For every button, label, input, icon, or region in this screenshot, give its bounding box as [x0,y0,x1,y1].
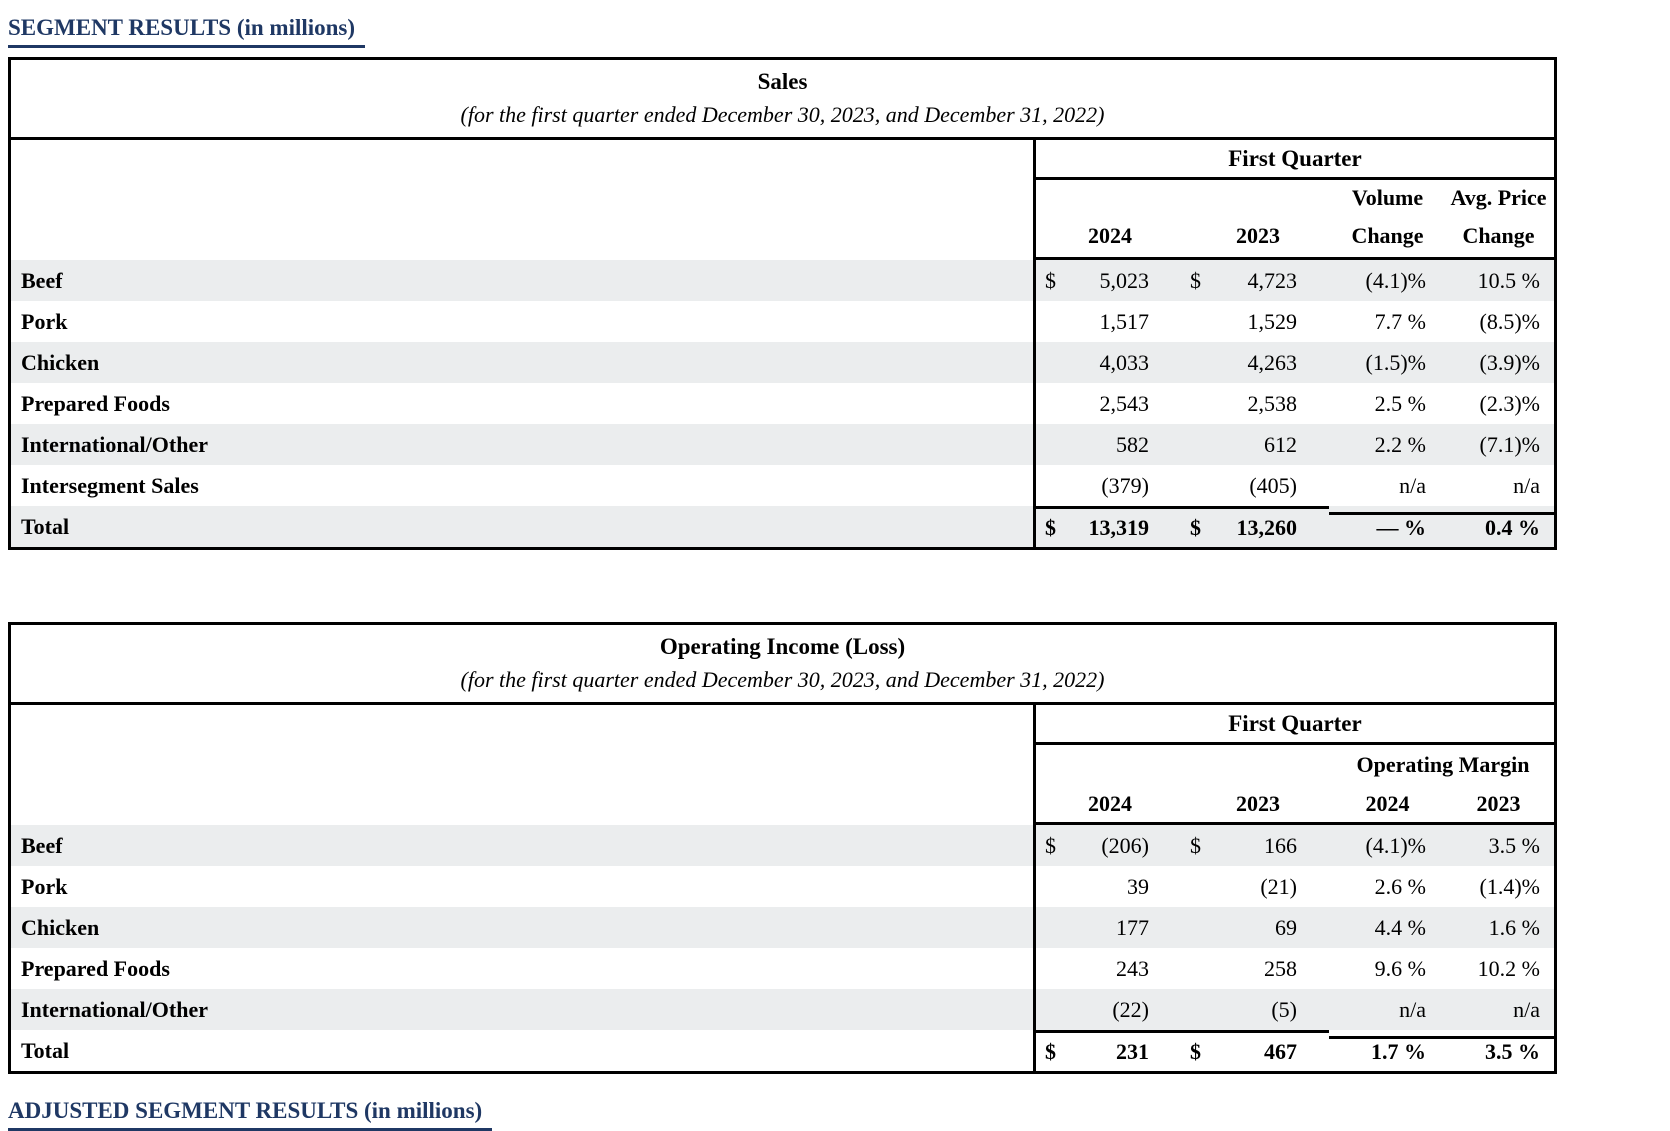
adjusted-segment-results-title: ADJUSTED SEGMENT RESULTS (in millions) [8,1096,492,1131]
dollar-sign: $ [1045,515,1056,540]
value-2024: $ (206) [1033,825,1181,866]
table-row [11,301,1554,342]
table-row [11,260,1554,301]
value-2023: $ 467 [1181,1030,1329,1071]
value-2024: 177 [1033,907,1181,948]
first-quarter-header: First Quarter [1036,705,1554,745]
first-quarter-header: First Quarter [1036,140,1554,180]
row-label: Total [21,513,70,539]
volume-change-value: — % [1329,512,1440,541]
header-data-block [1033,705,1554,825]
row-label: International/Other [21,996,208,1022]
value-2024: 1,517 [1033,301,1181,342]
dollar-sign: $ [1190,832,1201,858]
margin-2024-value: 4.4 % [1374,914,1426,940]
col-header-margin-2023: 2023 [1476,791,1521,816]
margin-2024-value: 9.6 % [1374,955,1426,981]
table-row [11,825,1554,866]
year-header-row [1036,785,1554,825]
row-label: Prepared Foods [21,955,170,981]
avg-price-change-value: (3.9)% [1479,349,1540,375]
volume-change-value: (1.5)% [1365,349,1426,375]
col-header-2023: 2023 [1236,223,1280,248]
header-spacer [11,140,1033,260]
avg-price-change-value: (2.3)% [1479,390,1540,416]
value-2023: (405) [1249,472,1297,498]
table-row [11,907,1554,948]
row-label: Beef [21,832,63,858]
operating-margin-row [1036,745,1554,785]
operating-table-subtitle: (for the first quarter ended December 30, 2023, and December 31, 2022) [11,664,1554,705]
operating-margin-spacer [1036,745,1332,785]
dollar-sign: $ [1190,1039,1201,1064]
row-label: Beef [21,267,63,293]
col-header-2024: 2024 [1088,223,1132,248]
dollar-sign: $ [1190,267,1201,293]
value-2024: 2,543 [1033,383,1181,424]
value-2024: $ 5,023 [1033,260,1181,301]
sales-table-header [11,140,1554,260]
dollar-sign: $ [1190,515,1201,540]
value-2023: $ 4,723 [1190,267,1297,293]
table-row [11,383,1554,424]
operating-income-table [8,622,1557,1074]
margin-2023-value: 3.5 % [1440,1036,1554,1065]
volume-change-value: (4.1)% [1365,267,1426,293]
total-row [11,506,1554,547]
row-label: Intersegment Sales [21,472,199,498]
col-header-margin-2024: 2024 [1365,791,1410,816]
margin-2023-value: 10.2 % [1477,955,1540,981]
value-2023: $ 13,260 [1181,506,1329,547]
col-header-2024: 2024 [1088,791,1132,816]
value-2023: 69 [1275,914,1297,940]
margin-2023-value: (1.4)% [1479,873,1540,899]
avg-price-change-value: (7.1)% [1479,431,1540,457]
value-2023: 612 [1264,431,1297,457]
row-label: Chicken [21,914,100,940]
volume-change-value: 2.2 % [1374,431,1426,457]
row-label: Pork [21,308,68,334]
margin-2024-value: 2.6 % [1374,873,1426,899]
volume-change-value: 7.7 % [1374,308,1426,334]
value-2024: 4,033 [1033,342,1181,383]
row-label: Total [21,1037,70,1063]
table-row [11,342,1554,383]
volume-change-value: n/a [1399,472,1426,498]
header-spacer [11,705,1033,825]
avg-price-change-value: 0.4 % [1440,512,1554,541]
dollar-sign: $ [1045,267,1056,293]
avg-price-change-value: n/a [1513,472,1540,498]
avg-price-change-value: 10.5 % [1477,267,1540,293]
operating-margin-header: Operating Margin [1356,752,1530,777]
table-row [11,948,1554,989]
operating-table-header [11,705,1554,825]
value-2024: $ 231 [1033,1030,1181,1071]
sales-table-subtitle: (for the first quarter ended December 30, 2023, and December 31, 2022) [11,99,1554,140]
col-header-volume-change: Volume Change [1351,185,1424,248]
table-row [11,866,1554,907]
margin-2023-value: 1.6 % [1488,914,1540,940]
value-2024: 243 [1033,948,1181,989]
row-label: Prepared Foods [21,390,170,416]
value-2024: $ 13,319 [1033,506,1181,547]
table-row [11,424,1554,465]
table-row [11,465,1554,506]
value-2024: 39 [1033,866,1181,907]
value-2023: (21) [1260,873,1297,899]
row-label: International/Other [21,431,208,457]
page-title: SEGMENT RESULTS (in millions) [8,13,365,48]
header-data-block [1033,140,1554,260]
col-header-2023: 2023 [1236,791,1280,816]
avg-price-change-value: (8.5)% [1479,308,1540,334]
margin-2023-value: n/a [1513,996,1540,1022]
total-row [11,1030,1554,1071]
value-2024: 582 [1033,424,1181,465]
margin-2024-value: (4.1)% [1365,832,1426,858]
value-2023: 4,263 [1247,349,1297,375]
dollar-sign: $ [1045,832,1056,858]
value-2024: (22) [1033,989,1181,1030]
table-row [11,989,1554,1030]
value-2024: (379) [1033,465,1181,506]
column-headers [1036,745,1554,825]
sales-table [8,57,1557,550]
col-header-avg-price-change: Avg. Price Change [1450,185,1547,248]
margin-2024-value: 1.7 % [1329,1036,1440,1065]
value-2023: 2,538 [1247,390,1297,416]
row-label: Pork [21,873,68,899]
value-2023: 258 [1264,955,1297,981]
column-headers [1036,180,1554,260]
volume-change-value: 2.5 % [1374,390,1426,416]
dollar-sign: $ [1045,1039,1056,1064]
value-2023: (5) [1271,996,1297,1022]
margin-2024-value: n/a [1399,996,1426,1022]
sales-table-title: Sales [757,69,808,94]
row-label: Chicken [21,349,100,375]
margin-2023-value: 3.5 % [1488,832,1540,858]
operating-table-title: Operating Income (Loss) [659,634,906,659]
value-2023: $ 166 [1190,832,1297,858]
value-2023: 1,529 [1247,308,1297,334]
